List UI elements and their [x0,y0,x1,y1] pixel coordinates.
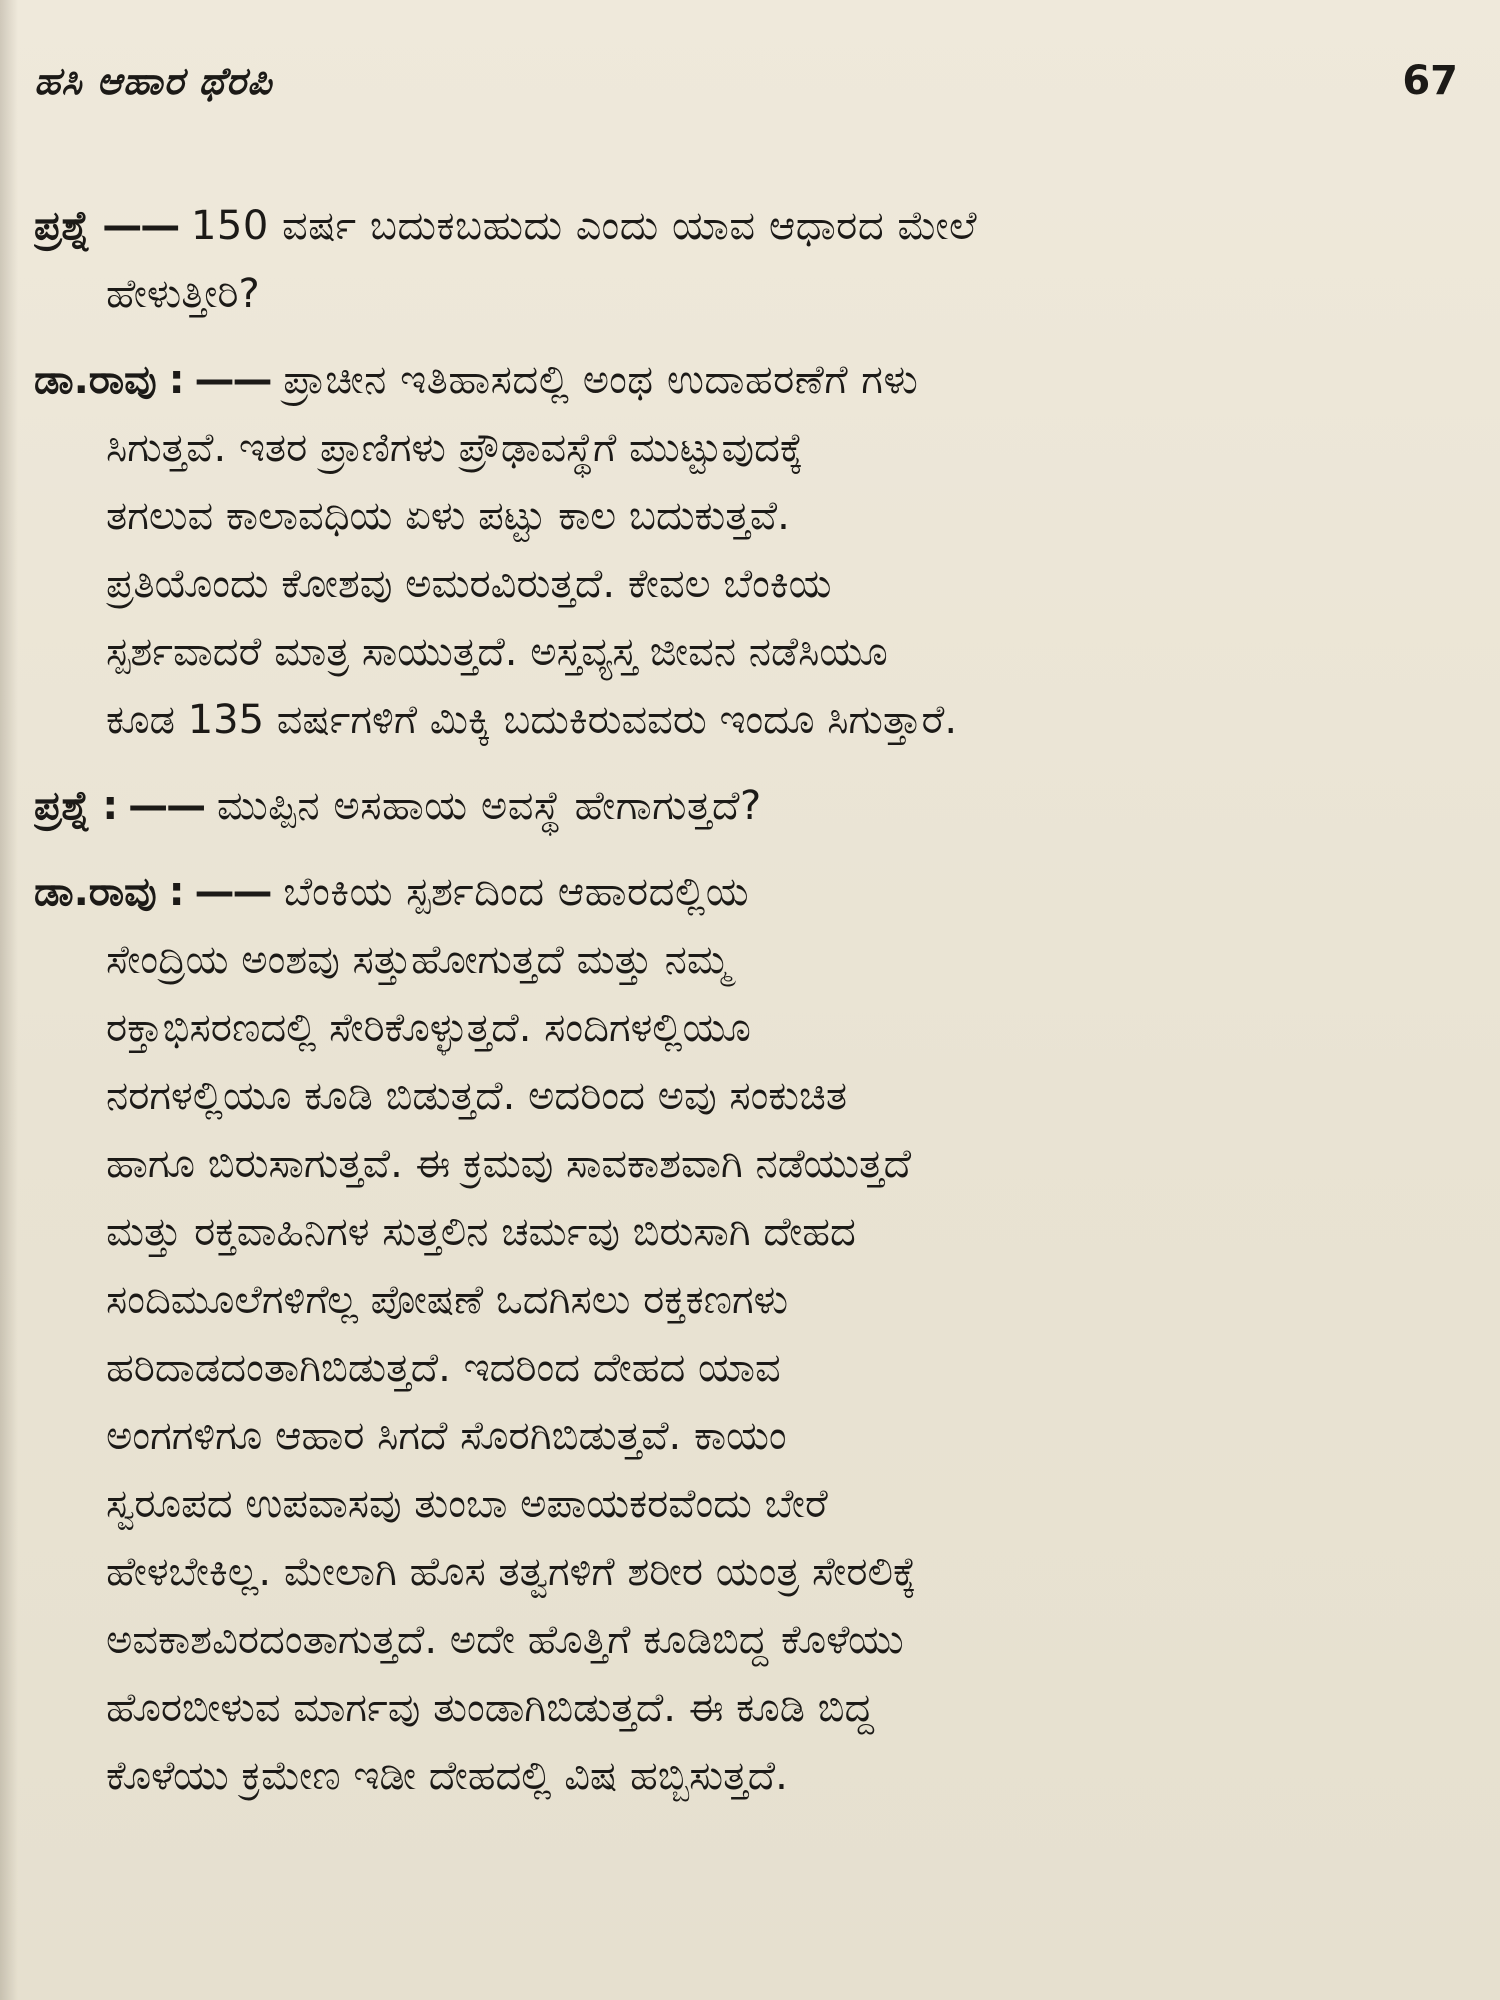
page-number: 67 [1402,58,1458,104]
question-block [34,192,1466,328]
text-line: ಕೊಳೆಯು ಕ್ರಮೇಣ ಇಡೀ ದೇಹದಲ್ಲಿ ವಿಷ ಹಬ್ಬಿಸುತ್ತದೆ. [106,1753,788,1799]
text-line [34,192,1466,260]
text-line: ಪ್ರತಿಯೊಂದು ಕೋಶವು ಅಮರವಿರುತ್ತದೆ. ಕೇವಲ ಬೆಂಕಿಯ [106,561,832,607]
text-line [34,772,1466,840]
text-line [34,858,1466,926]
text-line: ಹೇಳುತ್ತೀರಿ? [106,271,260,317]
paragraph-text: ಪ್ರಾಚೀನ ಇತಿಹಾಸದಲ್ಲಿ ಅಂಥ ಉದಾಹರಣೆಗೆ ಗಳು [283,357,919,403]
paragraph-text: 150 ವರ್ಷ ಬದುಕಬಹುದು ಎಂದು ಯಾವ ಆಧಾರದ ಮೇಲೆ [190,203,978,249]
text-line: ಮತ್ತು ರಕ್ತವಾಹಿನಿಗಳ ಸುತ್ತಲಿನ ಚರ್ಮವು ಬಿರುಸಾಗಿ ದೇಹದ [106,1209,856,1255]
text-line: ಹೊರಬೀಳುವ ಮಾರ್ಗವು ತುಂಡಾಗಿಬಿಡುತ್ತದೆ. ಈ ಕೂಡಿ ಬಿದ್ದ [106,1685,874,1731]
speaker-label: ಪ್ರಶ್ನೆ [34,783,91,829]
text-line: ಹೇಳಬೇಕಿಲ್ಲ. ಮೇಲಾಗಿ ಹೊಸ ತತ್ವಗಳಿಗೆ ಶರೀರ ಯಂತ್ರ ಸೇರಲಿಕ್ಕೆ [106,1549,917,1595]
answer-block [34,858,1466,1810]
spine-shadow [0,0,18,2000]
speaker-label: ಪ್ರಶ್ನೆ [34,203,91,249]
text-line: ಸ್ಪರ್ಶವಾದರೆ ಮಾತ್ರ ಸಾಯುತ್ತದೆ. ಅಸ್ತವ್ಯಸ್ತ ಜೀವನ ನಡೆಸಿಯೂ [106,629,888,675]
text-line: ಅಂಗಗಳಿಗೂ ಆಹಾರ ಸಿಗದೆ ಸೊರಗಿಬಿಡುತ್ತವೆ. ಕಾಯಂ [106,1413,787,1459]
speaker-separator: : —— [156,869,271,915]
text-line: ರಕ್ತಾಭಿಸರಣದಲ್ಲಿ ಸೇರಿಕೊಳ್ಳುತ್ತದೆ. ಸಂದಿಗಳಲ್ಲಿಯೂ [106,1005,751,1051]
text-line: ಸಿಗುತ್ತವೆ. ಇತರ ಪ್ರಾಣಿಗಳು ಪ್ರೌಢಾವಸ್ಥೆಗೆ ಮುಟ್ಟುವುದಕ್ಕೆ [106,425,804,471]
paragraph-text: ಮುಪ್ಪಿನ ಅಸಹಾಯ ಅವಸ್ಥೆ ಹೇಗಾಗುತ್ತದೆ? [216,783,762,829]
text-line: ಸೇಂದ್ರಿಯ ಅಂಶವು ಸತ್ತುಹೋಗುತ್ತದೆ ಮತ್ತು ನಮ್ಮ [106,937,731,983]
question-block [34,772,1466,840]
text-line: ನರಗಳಲ್ಲಿಯೂ ಕೂಡಿ ಬಿಡುತ್ತದೆ. ಅದರಿಂದ ಅವು ಸಂಕುಚಿತ [106,1073,848,1119]
text-line: ಸ್ವರೂಪದ ಉಪವಾಸವು ತುಂಬಾ ಅಪಾಯಕರವೆಂದು ಬೇರೆ [106,1481,828,1527]
book-title: ಹಸಿ ಆಹಾರ ಥೆರಪಿ [34,59,273,103]
speaker-separator: —— [90,203,179,249]
speaker-label: ಡಾ.ರಾವು [34,869,157,915]
text-line [34,346,1466,414]
running-header [34,58,1466,128]
speaker-separator: : —— [156,357,271,403]
text-line: ತಗಲುವ ಕಾಲಾವಧಿಯ ಏಳು ಪಟ್ಟು ಕಾಲ ಬದುಕುತ್ತವೆ. [106,493,790,539]
paragraph-text: ಬೆಂಕಿಯ ಸ್ಪರ್ಶದಿಂದ ಆಹಾರದಲ್ಲಿಯ [283,869,750,915]
speaker-label: ಡಾ.ರಾವು [34,357,157,403]
text-line: ಹಾಗೂ ಬಿರುಸಾಗುತ್ತವೆ. ಈ ಕ್ರಮವು ಸಾವಕಾಶವಾಗಿ ನಡೆಯುತ್ತದೆ [106,1141,912,1187]
speaker-separator: : —— [90,783,205,829]
text-line: ಸಂದಿಮೂಲೆಗಳಿಗೆಲ್ಲ ಪೋಷಣೆ ಒದಗಿಸಲು ರಕ್ತಕಣಗಳು [106,1277,789,1323]
text-line: ಕೂಡ 135 ವರ್ಷಗಳಿಗೆ ಮಿಕ್ಕಿ ಬದುಕಿರುವವರು ಇಂದೂ ಸಿಗುತ್ತಾರೆ. [106,697,958,743]
text-line: ಅವಕಾಶವಿರದಂತಾಗುತ್ತದೆ. ಅದೇ ಹೊತ್ತಿಗೆ ಕೂಡಿಬಿದ್ದ ಕೊಳೆಯು [106,1617,904,1663]
text-line: ಹರಿದಾಡದಂತಾಗಿಬಿಡುತ್ತದೆ. ಇದರಿಂದ ದೇಹದ ಯಾವ [106,1345,781,1391]
answer-block [34,346,1466,754]
